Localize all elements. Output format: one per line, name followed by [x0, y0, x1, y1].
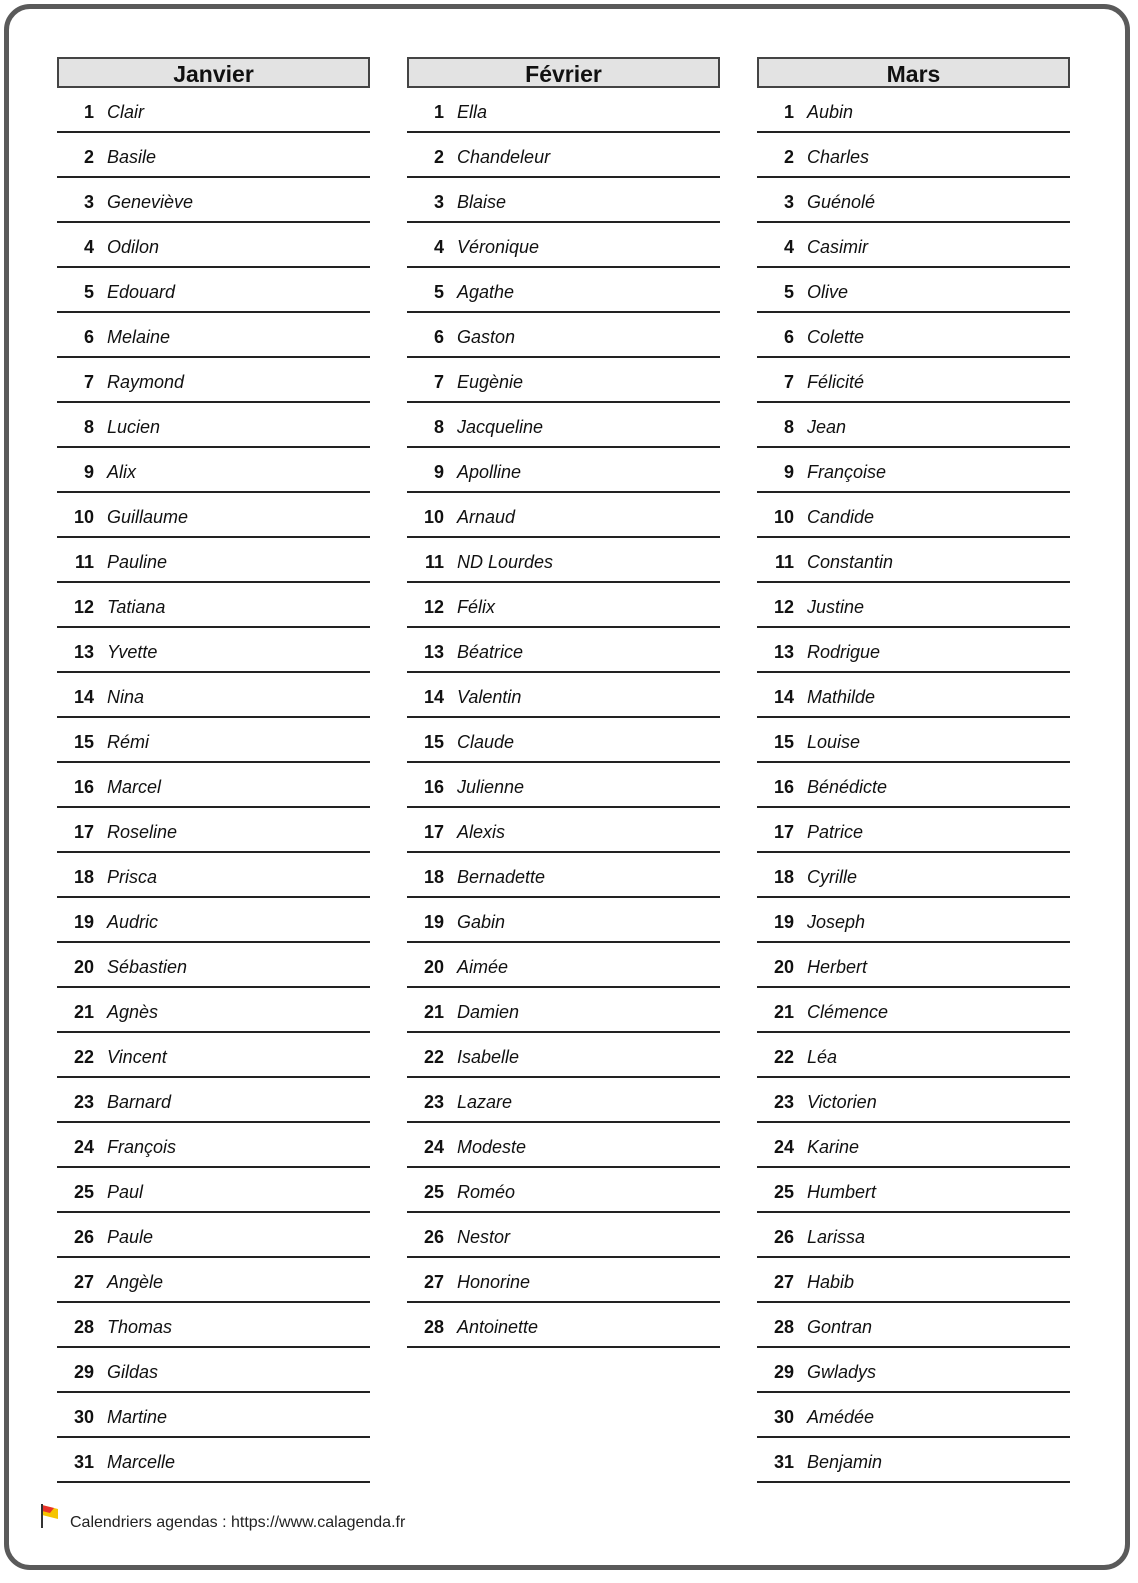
saint-name: Alix — [107, 462, 137, 482]
day-row — [757, 1393, 1070, 1438]
saint-name: Aubin — [807, 102, 854, 122]
saint-name: Marcelle — [107, 1452, 176, 1472]
saint-name: Valentin — [457, 687, 522, 707]
saint-name: Damien — [457, 1002, 520, 1022]
day-number: 27 — [773, 1272, 794, 1292]
day-row — [57, 763, 370, 808]
day-number: 20 — [73, 957, 94, 977]
month-column-fevrier — [407, 57, 720, 1348]
day-row — [757, 628, 1070, 673]
day-number: 18 — [773, 867, 794, 887]
day-number: 21 — [73, 1002, 94, 1022]
day-row — [57, 1393, 370, 1438]
day-number: 6 — [83, 327, 94, 347]
day-row — [757, 1213, 1070, 1258]
day-row — [757, 673, 1070, 718]
day-row — [57, 853, 370, 898]
saint-name: Jean — [807, 417, 847, 437]
saint-name: Benjamin — [807, 1452, 883, 1472]
day-number: 10 — [423, 507, 444, 527]
day-list — [57, 88, 370, 1483]
month-header: Janvier — [57, 57, 370, 88]
day-row — [57, 1348, 370, 1393]
day-row — [757, 358, 1070, 403]
day-row — [757, 988, 1070, 1033]
day-row — [407, 88, 720, 133]
saint-name: Basile — [107, 147, 157, 167]
day-number: 28 — [773, 1317, 794, 1337]
day-number: 7 — [433, 372, 444, 392]
day-row — [57, 1258, 370, 1303]
day-row — [757, 1078, 1070, 1123]
saint-name: Martine — [107, 1407, 168, 1427]
saint-name: Cyrille — [807, 867, 858, 887]
day-number: 10 — [773, 507, 794, 527]
day-number: 5 — [83, 282, 94, 302]
day-row — [407, 1303, 720, 1348]
day-number: 9 — [83, 462, 94, 482]
day-number: 17 — [73, 822, 94, 842]
day-number: 14 — [423, 687, 444, 707]
saint-name: Melaine — [107, 327, 171, 347]
day-row — [57, 448, 370, 493]
day-number: 8 — [433, 417, 444, 437]
day-row — [757, 88, 1070, 133]
day-row — [57, 1123, 370, 1168]
day-number: 26 — [423, 1227, 444, 1247]
saint-name: Aimée — [457, 957, 509, 977]
saint-name: Sébastien — [107, 957, 188, 977]
saint-name: Lucien — [107, 417, 161, 437]
saint-name: Véronique — [457, 237, 540, 257]
day-row — [57, 1213, 370, 1258]
calagenda-flag-icon — [40, 1503, 62, 1529]
saint-name: Olive — [807, 282, 849, 302]
saint-name: Mathilde — [807, 687, 876, 707]
day-row — [757, 1168, 1070, 1213]
day-row — [57, 493, 370, 538]
saint-name: Blaise — [457, 192, 507, 212]
day-number: 24 — [73, 1137, 94, 1157]
day-row — [407, 808, 720, 853]
saint-name: Françoise — [807, 462, 887, 482]
day-number: 8 — [83, 417, 94, 437]
day-row — [57, 988, 370, 1033]
day-number: 28 — [73, 1317, 94, 1337]
day-row — [757, 313, 1070, 358]
day-row — [57, 583, 370, 628]
saint-name: Raymond — [107, 372, 185, 392]
day-number: 24 — [423, 1137, 444, 1157]
day-number: 22 — [773, 1047, 794, 1067]
day-row — [57, 628, 370, 673]
day-number: 4 — [83, 237, 94, 257]
saint-name: ND Lourdes — [457, 552, 554, 572]
saint-name: Constantin — [807, 552, 894, 572]
day-row — [757, 448, 1070, 493]
saint-name: Bénédicte — [807, 777, 888, 797]
day-row — [757, 898, 1070, 943]
day-number: 11 — [424, 552, 444, 572]
saint-name: Amédée — [807, 1407, 875, 1427]
day-number: 12 — [73, 597, 94, 617]
day-row — [757, 493, 1070, 538]
day-row — [757, 178, 1070, 223]
day-row — [57, 313, 370, 358]
day-number: 3 — [433, 192, 444, 212]
day-number: 22 — [423, 1047, 444, 1067]
footer — [40, 1500, 405, 1532]
saint-name: Guénolé — [807, 192, 876, 212]
day-row — [757, 808, 1070, 853]
day-row — [57, 268, 370, 313]
day-number: 12 — [423, 597, 444, 617]
day-row — [57, 403, 370, 448]
day-number: 9 — [433, 462, 444, 482]
day-number: 16 — [73, 777, 94, 797]
day-row — [757, 718, 1070, 763]
day-row — [407, 1213, 720, 1258]
month-column-mars — [757, 57, 1070, 1483]
day-row — [407, 718, 720, 763]
saint-name: Roméo — [457, 1182, 516, 1202]
saint-name: Habib — [807, 1272, 855, 1292]
saint-name: Chandeleur — [457, 147, 551, 167]
day-number: 15 — [73, 732, 94, 752]
footer-link[interactable]: Calendriers agendas : https://www.calagenda.fr — [70, 1514, 406, 1531]
saint-name: Gaston — [457, 327, 516, 347]
day-number: 4 — [433, 237, 444, 257]
day-number: 14 — [73, 687, 94, 707]
saint-name: Alexis — [457, 822, 506, 842]
day-list — [407, 88, 720, 1348]
day-row — [757, 268, 1070, 313]
day-row — [757, 943, 1070, 988]
day-number: 25 — [773, 1182, 794, 1202]
saint-name: Victorien — [807, 1092, 877, 1112]
saint-name: Larissa — [807, 1227, 866, 1247]
saint-name: Apolline — [457, 462, 522, 482]
day-row — [757, 1033, 1070, 1078]
day-row — [757, 1123, 1070, 1168]
saint-name: Eugènie — [457, 372, 524, 392]
saint-name: Gabin — [457, 912, 506, 932]
day-row — [407, 898, 720, 943]
day-row — [407, 1078, 720, 1123]
saint-name: Audric — [107, 912, 159, 932]
saint-name: Léa — [807, 1047, 838, 1067]
day-number: 27 — [73, 1272, 94, 1292]
day-row — [407, 268, 720, 313]
saint-name: Karine — [807, 1137, 860, 1157]
day-row — [757, 1258, 1070, 1303]
day-row — [407, 133, 720, 178]
day-row — [57, 673, 370, 718]
month-header: Mars — [757, 57, 1070, 88]
day-row — [407, 1168, 720, 1213]
day-number: 19 — [773, 912, 794, 932]
day-number: 15 — [423, 732, 444, 752]
day-number: 28 — [423, 1317, 444, 1337]
day-number: 25 — [73, 1182, 94, 1202]
day-row — [757, 223, 1070, 268]
day-number: 5 — [783, 282, 794, 302]
day-number: 15 — [773, 732, 794, 752]
saint-name: Louise — [807, 732, 861, 752]
day-row — [407, 628, 720, 673]
day-row — [57, 1168, 370, 1213]
day-number: 10 — [73, 507, 94, 527]
day-number: 23 — [73, 1092, 94, 1112]
saint-name: Paul — [107, 1182, 144, 1202]
day-number: 23 — [423, 1092, 444, 1112]
saint-name: Claude — [457, 732, 515, 752]
saint-name: Justine — [807, 597, 865, 617]
saint-name: Ella — [457, 102, 488, 122]
saint-name: Charles — [807, 147, 870, 167]
day-list — [757, 88, 1070, 1483]
saint-name: Geneviève — [107, 192, 194, 212]
day-number: 26 — [73, 1227, 94, 1247]
day-row — [407, 403, 720, 448]
day-number: 30 — [773, 1407, 794, 1427]
day-row — [407, 448, 720, 493]
day-number: 13 — [423, 642, 444, 662]
day-row — [57, 808, 370, 853]
day-number: 21 — [423, 1002, 444, 1022]
saint-name: Antoinette — [457, 1317, 539, 1337]
day-row — [57, 88, 370, 133]
day-number: 19 — [423, 912, 444, 932]
day-number: 24 — [773, 1137, 794, 1157]
day-row — [407, 493, 720, 538]
day-number: 3 — [783, 192, 794, 212]
day-number: 31 — [73, 1452, 94, 1472]
saint-name: Rémi — [107, 732, 150, 752]
day-row — [57, 133, 370, 178]
saint-name: Clémence — [807, 1002, 889, 1022]
saint-name: Casimir — [807, 237, 868, 257]
day-row — [407, 313, 720, 358]
day-row — [57, 538, 370, 583]
day-row — [407, 178, 720, 223]
day-number: 19 — [73, 912, 94, 932]
day-number: 13 — [773, 642, 794, 662]
day-number: 12 — [773, 597, 794, 617]
saint-name: Bernadette — [457, 867, 546, 887]
saint-name: Marcel — [107, 777, 162, 797]
day-row — [757, 403, 1070, 448]
day-number: 6 — [783, 327, 794, 347]
saint-name: Pauline — [107, 552, 168, 572]
saint-name: Gildas — [107, 1362, 159, 1382]
day-row — [757, 763, 1070, 808]
saint-name: Agnès — [107, 1002, 159, 1022]
day-row — [57, 718, 370, 763]
day-number: 17 — [423, 822, 444, 842]
day-row — [407, 223, 720, 268]
saint-name: Guillaume — [107, 507, 189, 527]
day-number: 2 — [433, 147, 444, 167]
day-number: 2 — [83, 147, 94, 167]
day-number: 17 — [773, 822, 794, 842]
saint-name: Thomas — [107, 1317, 173, 1337]
saint-name: Edouard — [107, 282, 176, 302]
saint-name: Arnaud — [457, 507, 516, 527]
day-number: 11 — [774, 552, 794, 572]
saint-name: Roseline — [107, 822, 178, 842]
saint-name: Rodrigue — [807, 642, 881, 662]
day-number: 25 — [423, 1182, 444, 1202]
day-row — [407, 943, 720, 988]
day-row — [757, 1348, 1070, 1393]
saint-name: Nestor — [457, 1227, 511, 1247]
day-number: 11 — [74, 552, 94, 572]
day-row — [57, 1078, 370, 1123]
day-number: 13 — [73, 642, 94, 662]
day-number: 29 — [73, 1362, 94, 1382]
day-number: 30 — [73, 1407, 94, 1427]
day-number: 1 — [83, 102, 94, 122]
saint-name: Angèle — [107, 1272, 164, 1292]
day-number: 5 — [433, 282, 444, 302]
saint-name: Barnard — [107, 1092, 172, 1112]
day-number: 7 — [83, 372, 94, 392]
day-row — [57, 943, 370, 988]
day-row — [407, 1033, 720, 1078]
saint-name: Prisca — [107, 867, 158, 887]
saint-name: Gwladys — [807, 1362, 877, 1382]
day-number: 18 — [73, 867, 94, 887]
day-row — [57, 1303, 370, 1348]
saint-name: Lazare — [457, 1092, 513, 1112]
saint-name: Gontran — [807, 1317, 873, 1337]
day-number: 29 — [773, 1362, 794, 1382]
day-number: 1 — [783, 102, 794, 122]
saint-name: Modeste — [457, 1137, 527, 1157]
day-number: 6 — [433, 327, 444, 347]
day-row — [407, 763, 720, 808]
saint-name: Nina — [107, 687, 145, 707]
day-row — [757, 133, 1070, 178]
day-number: 8 — [783, 417, 794, 437]
saint-name: François — [107, 1137, 177, 1157]
day-row — [57, 1438, 370, 1483]
day-number: 26 — [773, 1227, 794, 1247]
saint-name: Candide — [807, 507, 875, 527]
day-row — [407, 673, 720, 718]
saint-name: Herbert — [807, 957, 868, 977]
day-number: 1 — [433, 102, 444, 122]
day-number: 16 — [423, 777, 444, 797]
day-row — [757, 583, 1070, 628]
saint-name: Odilon — [107, 237, 160, 257]
saint-name: Jacqueline — [457, 417, 544, 437]
day-row — [407, 1123, 720, 1168]
saint-name: Félicité — [807, 372, 865, 392]
day-row — [757, 1303, 1070, 1348]
day-number: 18 — [423, 867, 444, 887]
day-number: 16 — [773, 777, 794, 797]
day-number: 31 — [773, 1452, 794, 1472]
saint-name: Humbert — [807, 1182, 877, 1202]
day-row — [57, 178, 370, 223]
day-row — [407, 988, 720, 1033]
day-row — [57, 898, 370, 943]
day-row — [407, 538, 720, 583]
day-row — [407, 358, 720, 403]
day-row — [57, 1033, 370, 1078]
day-number: 22 — [73, 1047, 94, 1067]
day-row — [407, 583, 720, 628]
day-row — [57, 358, 370, 403]
saint-name: Yvette — [107, 642, 158, 662]
month-column-janvier — [57, 57, 370, 1483]
day-row — [757, 853, 1070, 898]
saint-name: Honorine — [457, 1272, 531, 1292]
saint-name: Clair — [107, 102, 145, 122]
day-number: 20 — [773, 957, 794, 977]
saint-name: Béatrice — [457, 642, 524, 662]
day-number: 9 — [783, 462, 794, 482]
day-number: 2 — [783, 147, 794, 167]
saint-name: Félix — [457, 597, 496, 617]
day-number: 4 — [783, 237, 794, 257]
day-number: 14 — [773, 687, 794, 707]
day-row — [757, 538, 1070, 583]
day-number: 20 — [423, 957, 444, 977]
day-row — [57, 223, 370, 268]
day-row — [407, 1258, 720, 1303]
day-number: 7 — [783, 372, 794, 392]
saint-name: Vincent — [107, 1047, 167, 1067]
day-row — [757, 1438, 1070, 1483]
saint-name: Patrice — [807, 822, 864, 842]
saint-name: Tatiana — [107, 597, 166, 617]
day-number: 3 — [83, 192, 94, 212]
saint-name: Joseph — [807, 912, 866, 932]
saint-name: Julienne — [457, 777, 525, 797]
day-number: 21 — [773, 1002, 794, 1022]
saint-name: Agathe — [457, 282, 515, 302]
day-row — [407, 853, 720, 898]
saint-name: Paule — [107, 1227, 154, 1247]
saint-name: Isabelle — [457, 1047, 520, 1067]
day-number: 27 — [423, 1272, 444, 1292]
day-number: 23 — [773, 1092, 794, 1112]
month-header: Février — [407, 57, 720, 88]
saint-name: Colette — [807, 327, 865, 347]
